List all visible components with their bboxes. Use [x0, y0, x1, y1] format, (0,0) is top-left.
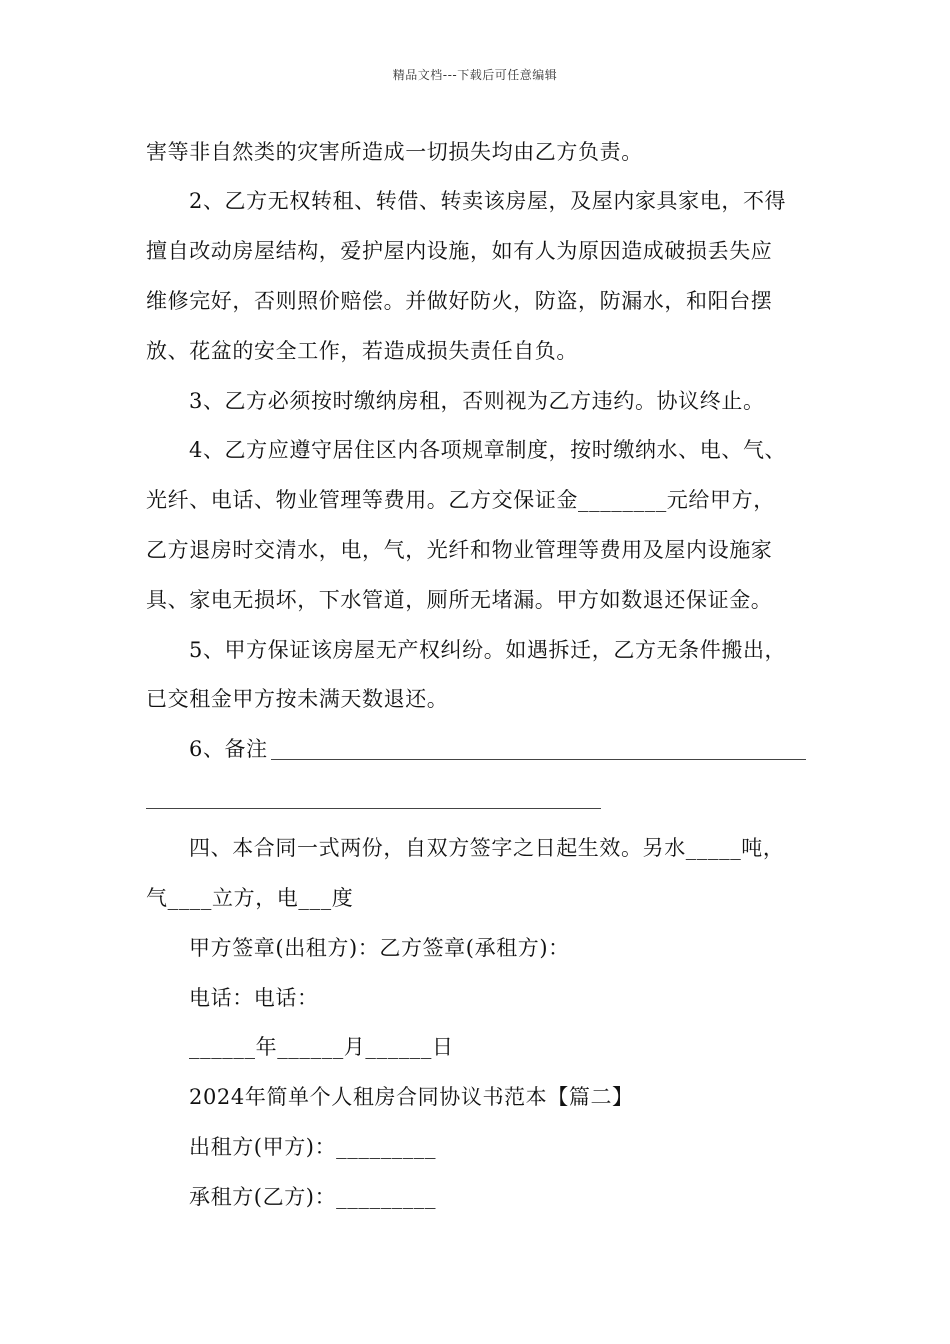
lessor-field: 出租方(甲方)：_________ [189, 1135, 437, 1159]
clause-text-line: 害等非自然类的灾害所造成一切损失均由乙方负责。 [146, 140, 643, 164]
section-title: 2024年简单个人租房合同协议书范本【篇二】 [189, 1085, 634, 1109]
date-line: ______年______月______日 [189, 1035, 454, 1059]
remarks-blank-line [271, 759, 806, 760]
clause-3-text: 3、乙方必须按时缴纳房租，否则视为乙方违约。协议终止。 [189, 389, 765, 413]
clause-5-text: 已交租金甲方按未满天数退还。 [146, 687, 449, 711]
clause-2-text: 放、花盆的安全工作，若造成损失责任自负。 [146, 339, 578, 363]
clause-2-text: 2、乙方无权转租、转借、转卖该房屋，及屋内家具家电，不得 [189, 189, 787, 213]
clause-4-text: 乙方退房时交清水，电，气，光纤和物业管理等费用及屋内设施家 [146, 538, 773, 562]
clause-5-text: 5、甲方保证该房屋无产权纠纷。如遇拆迁，乙方无条件搬出， [189, 638, 787, 662]
clause-4-text: 4、乙方应遵守居住区内各项规章制度，按时缴纳水、电、气、 [189, 438, 787, 462]
section-four-text: 四、本合同一式两份，自双方签字之日起生效。另水_____吨， [189, 836, 785, 860]
signature-line: 甲方签章(出租方)：乙方签章(承租方)： [189, 936, 570, 960]
page-header: 精品文档---下载后可任意编辑 [392, 68, 558, 82]
lessee-field: 承租方(乙方)：_________ [189, 1185, 437, 1209]
remarks-label: 6、备注 [189, 737, 268, 761]
clause-2-text: 维修完好，否则照价赔偿。并做好防火，防盗，防漏水，和阳台摆 [146, 289, 773, 313]
section-four-text: 气____立方，电___度 [146, 886, 354, 910]
remarks-blank-line-2 [146, 808, 601, 809]
clause-4-text: 具、家电无损坏，下水管道，厕所无堵漏。甲方如数退还保证金。 [146, 588, 773, 612]
phone-line: 电话：电话： [189, 986, 319, 1010]
clause-2-text: 擅自改动房屋结构，爱护屋内设施，如有人为原因造成破损丢失应 [146, 239, 773, 263]
clause-4-text: 光纤、电话、物业管理等费用。乙方交保证金________元给甲方， [146, 488, 775, 512]
